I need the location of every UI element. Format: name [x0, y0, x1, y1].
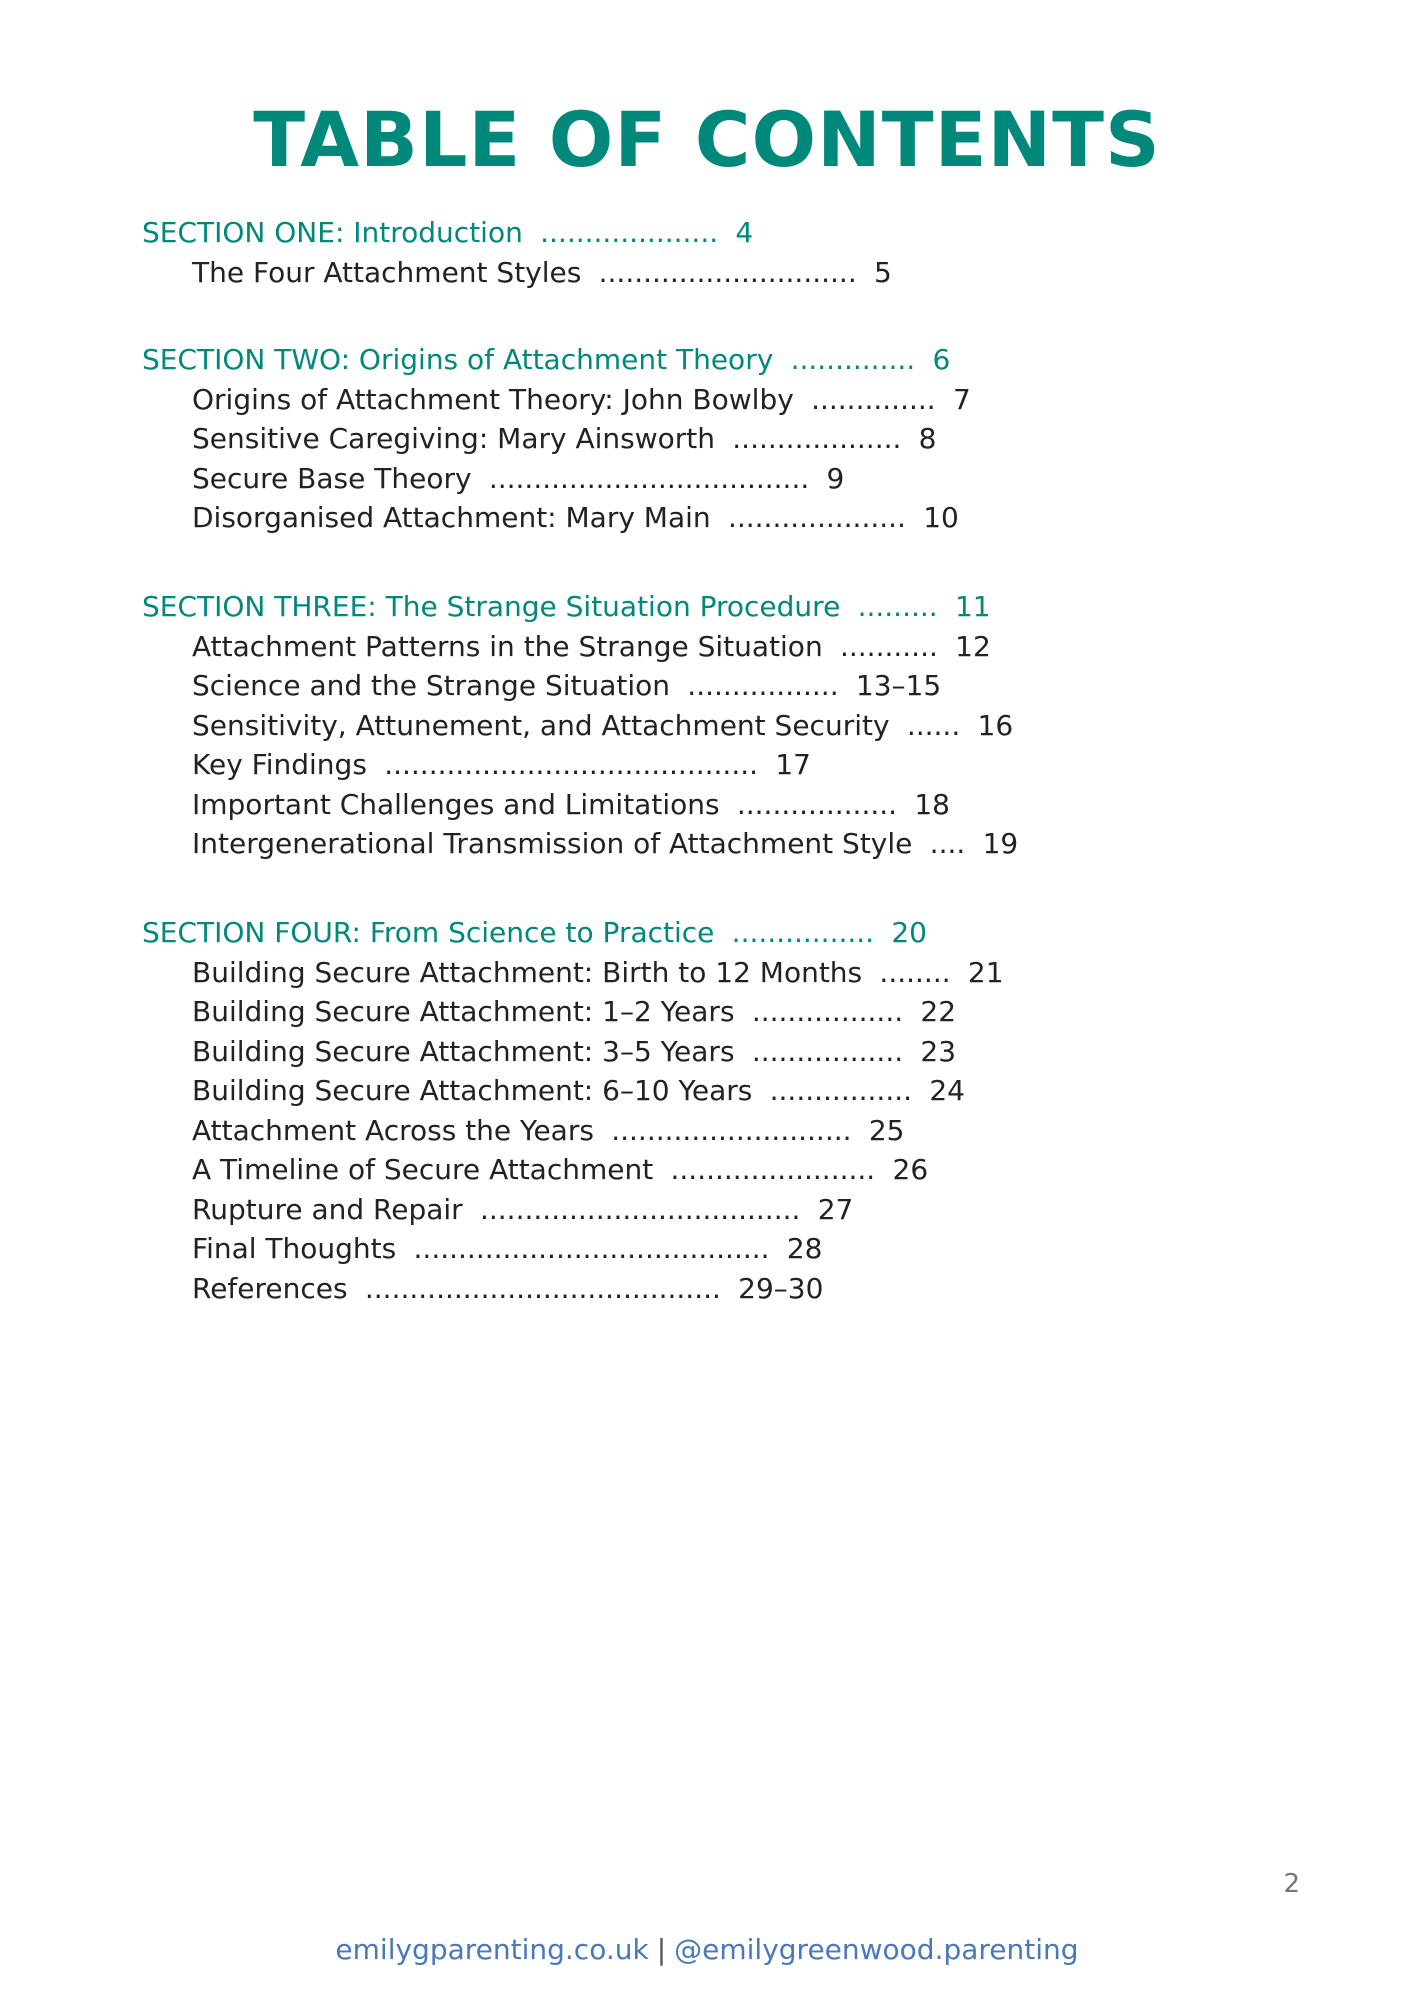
- toc-item[interactable]: [142, 380, 1342, 420]
- footer-divider: |: [656, 1933, 667, 1966]
- toc-leader-dots: ................: [731, 916, 875, 949]
- toc-section-heading[interactable]: [142, 340, 1342, 380]
- toc-item[interactable]: [142, 1190, 1342, 1230]
- toc-leader-dots: ..............: [790, 343, 916, 376]
- toc-leader-dots: .................: [687, 669, 839, 702]
- toc-item[interactable]: [142, 459, 1342, 499]
- toc-entry-label: SECTION TWO: Origins of Attachment Theory: [142, 343, 774, 376]
- toc-entry-label: Building Secure Attachment: Birth to 12 Months: [192, 955, 863, 989]
- toc-item[interactable]: [142, 1150, 1342, 1190]
- toc-entry-label: Building Secure Attachment: 3–5 Years: [192, 1034, 735, 1068]
- toc-leader-dots: ....: [929, 827, 966, 860]
- toc-item[interactable]: [142, 1111, 1342, 1151]
- toc-page-number: 17: [775, 748, 811, 781]
- toc-entry-label: Intergenerational Transmission of Attachment Style: [192, 827, 913, 860]
- toc-entry-label: Building Secure Attachment: 1–2 Years: [192, 995, 735, 1028]
- toc-entry-label: Building Secure Attachment: 6–10 Years: [192, 1074, 753, 1107]
- social-handle-link[interactable]: @emilygreenwood.parenting: [674, 1933, 1079, 1966]
- toc-leader-dots: ........: [879, 955, 951, 989]
- toc-entry-label: Attachment Patterns in the Strange Situation: [192, 629, 823, 663]
- toc-item[interactable]: [142, 992, 1342, 1032]
- toc-page-number: 4: [735, 216, 754, 249]
- toc-item[interactable]: [142, 1269, 1342, 1309]
- toc-entry-label: SECTION ONE: Introduction: [142, 216, 523, 249]
- toc-page-number: 18: [914, 787, 950, 821]
- toc-entry-label: A Timeline of Secure Attachment: [192, 1153, 654, 1186]
- toc-page-number: 8: [918, 422, 937, 455]
- toc-page-number: 11: [954, 590, 991, 623]
- toc-leader-dots: ....................: [540, 216, 719, 249]
- toc-entry-label: Sensitive Caregiving: Mary Ainsworth: [192, 422, 715, 455]
- toc-page-number: 19: [982, 827, 1019, 860]
- toc-page-number: 13–15: [855, 669, 942, 702]
- toc-entry-label: Disorganised Attachment: Mary Main: [192, 501, 711, 534]
- toc-item[interactable]: [142, 1032, 1342, 1072]
- toc-leader-dots: ...........................: [611, 1113, 852, 1147]
- toc-entry-label: SECTION THREE: The Strange Situation Procedure: [142, 590, 841, 623]
- toc-page-number: 28: [786, 1232, 823, 1265]
- toc-entry-label: Secure Base Theory: [192, 461, 472, 495]
- toc-section-four: [142, 913, 1342, 1308]
- toc-leader-dots: ....................: [727, 501, 906, 534]
- toc-page-number: 21: [967, 955, 1004, 989]
- toc-page-number: 27: [817, 1192, 854, 1226]
- toc-leader-dots: ....................................: [488, 461, 810, 495]
- page-number: 2: [1283, 1869, 1300, 1899]
- toc-page-number: 12: [955, 629, 991, 663]
- toc-item[interactable]: [142, 953, 1342, 993]
- toc-section-three: [142, 587, 1342, 864]
- toc-item[interactable]: [142, 419, 1342, 459]
- toc-page-number: 24: [929, 1074, 965, 1107]
- toc-page-number: 6: [932, 343, 951, 376]
- toc-page-number: 22: [920, 995, 957, 1028]
- toc-leader-dots: ................: [769, 1074, 913, 1107]
- toc-leader-dots: ..................: [736, 787, 898, 821]
- toc-page-number: 16: [977, 708, 1014, 742]
- toc-leader-dots: .................: [751, 1034, 904, 1068]
- toc-page-number: 10: [923, 501, 959, 534]
- toc-item[interactable]: [142, 627, 1342, 667]
- toc-entry-label: Sensitivity, Attunement, and Attachment Security: [192, 708, 890, 742]
- footer: [0, 1930, 1414, 1970]
- toc-page-number: 7: [952, 382, 971, 416]
- toc-leader-dots: ...........: [839, 629, 938, 663]
- toc-section-heading[interactable]: [142, 913, 1342, 953]
- toc-entry-label: Science and the Strange Situation: [192, 669, 671, 702]
- toc-item[interactable]: [142, 1071, 1342, 1111]
- toc-entry-label: Final Thoughts: [192, 1232, 397, 1265]
- toc-entry-label: The Four Attachment Styles: [192, 255, 582, 289]
- toc-item[interactable]: [142, 785, 1342, 825]
- toc-entry-label: Origins of Attachment Theory: John Bowlby: [192, 382, 794, 416]
- toc-item[interactable]: [142, 253, 1342, 293]
- toc-item[interactable]: [142, 745, 1342, 785]
- toc-page-number: 29–30: [738, 1271, 824, 1305]
- toc-entry-label: Important Challenges and Limitations: [192, 787, 720, 821]
- toc-page-number: 23: [920, 1034, 957, 1068]
- toc-leader-dots: .........: [857, 590, 938, 623]
- toc-entry-label: SECTION FOUR: From Science to Practice: [142, 916, 715, 949]
- toc-item[interactable]: [142, 666, 1342, 706]
- toc-leader-dots: ..........................................: [384, 748, 759, 781]
- toc-section-heading[interactable]: [142, 587, 1342, 627]
- toc-page-number: 5: [874, 255, 892, 289]
- toc-item[interactable]: [142, 706, 1342, 746]
- toc-page-number: 26: [892, 1153, 929, 1186]
- toc-entry-label: Rupture and Repair: [192, 1192, 463, 1226]
- website-link[interactable]: emilygparenting.co.uk: [335, 1933, 649, 1966]
- toc-section-two: [142, 340, 1342, 538]
- toc-leader-dots: ....................................: [479, 1192, 801, 1226]
- toc-entry-label: Key Findings: [192, 748, 367, 781]
- toc-leader-dots: .................: [751, 995, 904, 1028]
- toc-entry-label: References: [192, 1271, 348, 1305]
- toc-section-one: [142, 213, 1342, 292]
- toc-page-number: 20: [891, 916, 927, 949]
- toc-item[interactable]: [142, 1229, 1342, 1269]
- toc-leader-dots: .......................: [670, 1153, 876, 1186]
- toc-item[interactable]: [142, 824, 1342, 864]
- toc-page-number: 25: [868, 1113, 905, 1147]
- toc-section-heading[interactable]: [142, 213, 1342, 253]
- toc-leader-dots: ...................: [732, 422, 902, 455]
- toc-leader-dots: ......: [906, 708, 961, 742]
- toc-entry-label: Attachment Across the Years: [192, 1113, 594, 1147]
- toc-page-number: 9: [826, 461, 845, 495]
- page-title: TABLE OF CONTENTS: [253, 95, 1161, 184]
- toc-leader-dots: ........................................: [364, 1271, 721, 1305]
- toc-leader-dots: ........................................: [413, 1232, 770, 1265]
- toc-leader-dots: ..............: [811, 382, 936, 416]
- toc-leader-dots: .............................: [598, 255, 857, 289]
- toc-item[interactable]: [142, 498, 1342, 538]
